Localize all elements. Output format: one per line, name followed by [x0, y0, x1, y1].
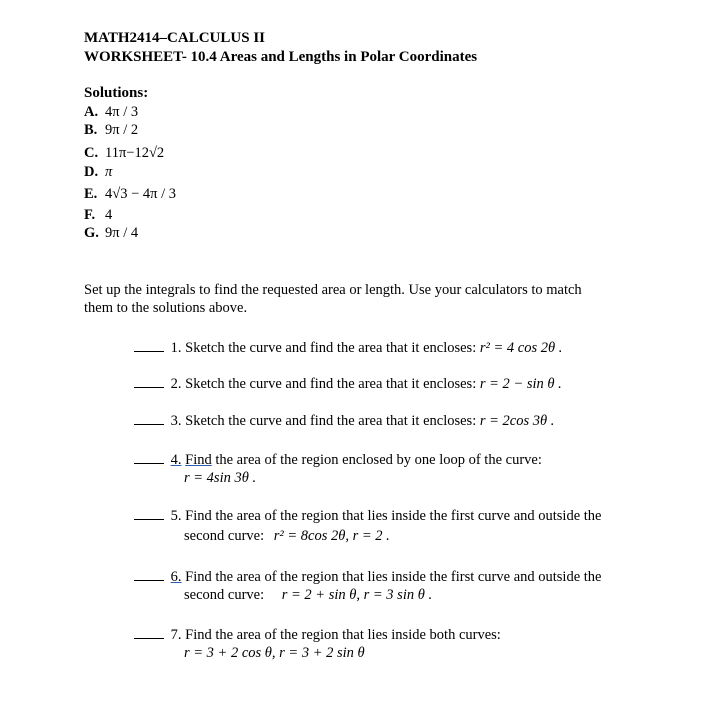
solution-a [84, 104, 138, 121]
solution-g [84, 225, 138, 242]
answer-blank[interactable] [134, 414, 164, 425]
solution-letter: C. [84, 145, 99, 161]
problem-number: 7. [170, 627, 182, 643]
solution-letter: G. [84, 225, 99, 241]
course-title: MATH2414–CALCULUS II [84, 30, 265, 46]
problem-number: 4. [170, 452, 182, 468]
answer-blank[interactable] [134, 570, 164, 581]
answer-blank[interactable] [134, 453, 164, 464]
answer-blank[interactable] [134, 509, 164, 520]
solution-f [84, 207, 112, 224]
problem-number: 2. [170, 376, 182, 392]
solution-value: 9π / 4 [105, 225, 139, 241]
problem-text: second curve: [184, 587, 265, 603]
worksheet-title: WORKSHEET- 10.4 Areas and Lengths in Polar Coordinates [84, 49, 478, 65]
problem-text: Sketch the curve and find the area that it encloses: [185, 413, 477, 429]
solution-value: 4√3 − 4π / 3 [105, 186, 176, 202]
problem-6-line-2 [184, 587, 432, 604]
problem-equation: r = 2 − sin θ . [479, 376, 562, 392]
problem-text: Find the area of the region that lies inside both curves: [185, 627, 501, 643]
problem-4 [134, 452, 542, 469]
instructions-line-2: them to the solutions above. [84, 300, 248, 316]
problem-text: the area of the region enclosed by one loop of the curve: [215, 452, 542, 468]
problem-equation: r = 2 + sin θ, r = 3 sin θ . [281, 587, 433, 603]
problem-number: 5. [170, 508, 182, 524]
solution-letter: E. [84, 186, 98, 202]
problem-5 [134, 508, 601, 525]
problem-4-equation: r = 4sin 3θ . [184, 470, 257, 486]
problem-5-line-2 [184, 528, 390, 545]
solution-value: 4π / 3 [105, 104, 139, 120]
solution-value: 11π−12√2 [105, 145, 165, 161]
solution-d [84, 164, 112, 181]
answer-blank[interactable] [134, 377, 164, 388]
problem-text: second curve: [184, 528, 265, 544]
solution-b [84, 122, 138, 139]
problem-number: 6. [170, 569, 182, 585]
problem-3 [134, 413, 554, 430]
problem-1 [134, 340, 562, 357]
problem-text: Find the area of the region that lies inside the first curve and outside the [185, 569, 602, 585]
solution-letter: B. [84, 122, 98, 138]
problem-equation: r² = 8cos 2θ, r = 2 . [273, 528, 390, 544]
answer-blank[interactable] [134, 628, 164, 639]
problem-6 [134, 569, 601, 586]
problem-2 [134, 376, 562, 393]
answer-blank[interactable] [134, 341, 164, 352]
solutions-heading: Solutions: [84, 85, 149, 101]
solution-value: 4 [105, 207, 113, 223]
problem-7-equation: r = 3 + 2 cos θ, r = 3 + 2 sin θ [184, 645, 365, 661]
solution-e [84, 186, 176, 203]
problem-text: Sketch the curve and find the area that it encloses: [185, 376, 477, 392]
solution-value: π [105, 164, 113, 180]
solution-c [84, 145, 164, 162]
problem-equation: r = 2cos 3θ . [479, 413, 555, 429]
problem-text: Sketch the curve and find the area that it encloses: [185, 340, 477, 356]
problem-number: 1. [170, 340, 182, 356]
problem-equation: r² = 4 cos 2θ . [479, 340, 563, 356]
instructions-line-1: Set up the integrals to find the requested area or length. Use your calculators to match [84, 282, 582, 298]
problem-text: Find the area of the region that lies inside the first curve and outside the [185, 508, 602, 524]
problem-number: 3. [170, 413, 182, 429]
problem-7 [134, 627, 501, 644]
problem-text-start: Find [185, 452, 212, 468]
solution-letter: A. [84, 104, 99, 120]
solution-letter: D. [84, 164, 99, 180]
solution-value: 9π / 2 [105, 122, 139, 138]
solution-letter: F. [84, 207, 96, 223]
